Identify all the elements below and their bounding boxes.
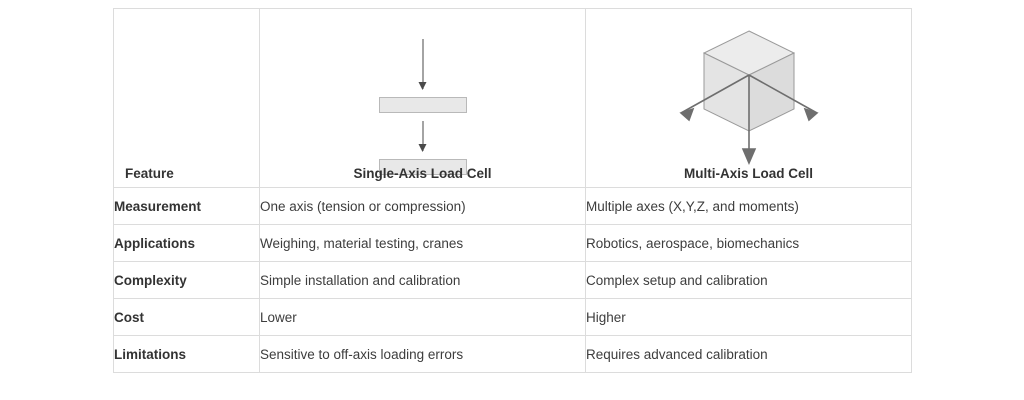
cell-single-measurement: One axis (tension or compression) bbox=[260, 188, 586, 225]
cell-multi-cost: Higher bbox=[586, 299, 912, 336]
row-label-complexity: Complexity bbox=[114, 262, 260, 299]
cell-single-complexity: Simple installation and calibration bbox=[260, 262, 586, 299]
load-cell-plate-top bbox=[379, 97, 467, 113]
row-label-limitations: Limitations bbox=[114, 336, 260, 373]
table-row bbox=[114, 262, 912, 299]
feature-header-cell-inner bbox=[114, 9, 259, 187]
header-cell-multi-axis bbox=[586, 9, 912, 188]
table-row bbox=[114, 188, 912, 225]
cell-multi-measurement: Multiple axes (X,Y,Z, and moments) bbox=[586, 188, 912, 225]
axis-arrow-right-icon bbox=[805, 109, 817, 120]
row-label-cost: Cost bbox=[114, 299, 260, 336]
axis-arrow-left-icon bbox=[681, 109, 693, 120]
header-cell-single-axis bbox=[260, 9, 586, 188]
force-arrow-down-lower-icon bbox=[422, 121, 423, 151]
multi-axis-illustration-cell bbox=[586, 9, 911, 187]
table-container bbox=[113, 8, 911, 373]
table-row bbox=[114, 225, 912, 262]
cell-single-limitations: Sensitive to off-axis loading errors bbox=[260, 336, 586, 373]
single-axis-illustration-cell bbox=[260, 9, 585, 187]
cube-svg bbox=[659, 13, 839, 173]
cell-single-applications: Weighing, material testing, cranes bbox=[260, 225, 586, 262]
table-row bbox=[114, 336, 912, 373]
column-header-feature: Feature bbox=[125, 166, 174, 181]
force-arrow-down-icon bbox=[422, 39, 423, 89]
header-cell-feature bbox=[114, 9, 260, 188]
column-header-multi-axis: Multi-Axis Load Cell bbox=[683, 166, 813, 181]
cell-multi-complexity: Complex setup and calibration bbox=[586, 262, 912, 299]
table-row bbox=[114, 299, 912, 336]
cell-multi-applications: Robotics, aerospace, biomechanics bbox=[586, 225, 912, 262]
row-label-applications: Applications bbox=[114, 225, 260, 262]
multi-axis-load-cell-cube-diagram bbox=[586, 13, 911, 183]
cell-multi-limitations: Requires advanced calibration bbox=[586, 336, 912, 373]
single-axis-load-cell-diagram bbox=[260, 17, 585, 167]
row-label-measurement: Measurement bbox=[114, 188, 260, 225]
load-cell-comparison-table bbox=[113, 8, 912, 373]
axis-arrows-group bbox=[681, 75, 817, 163]
axis-arrow-down-icon bbox=[743, 149, 755, 163]
cell-single-cost: Lower bbox=[260, 299, 586, 336]
column-header-single-axis: Single-Axis Load Cell bbox=[353, 166, 492, 181]
table-header-row bbox=[114, 9, 912, 188]
